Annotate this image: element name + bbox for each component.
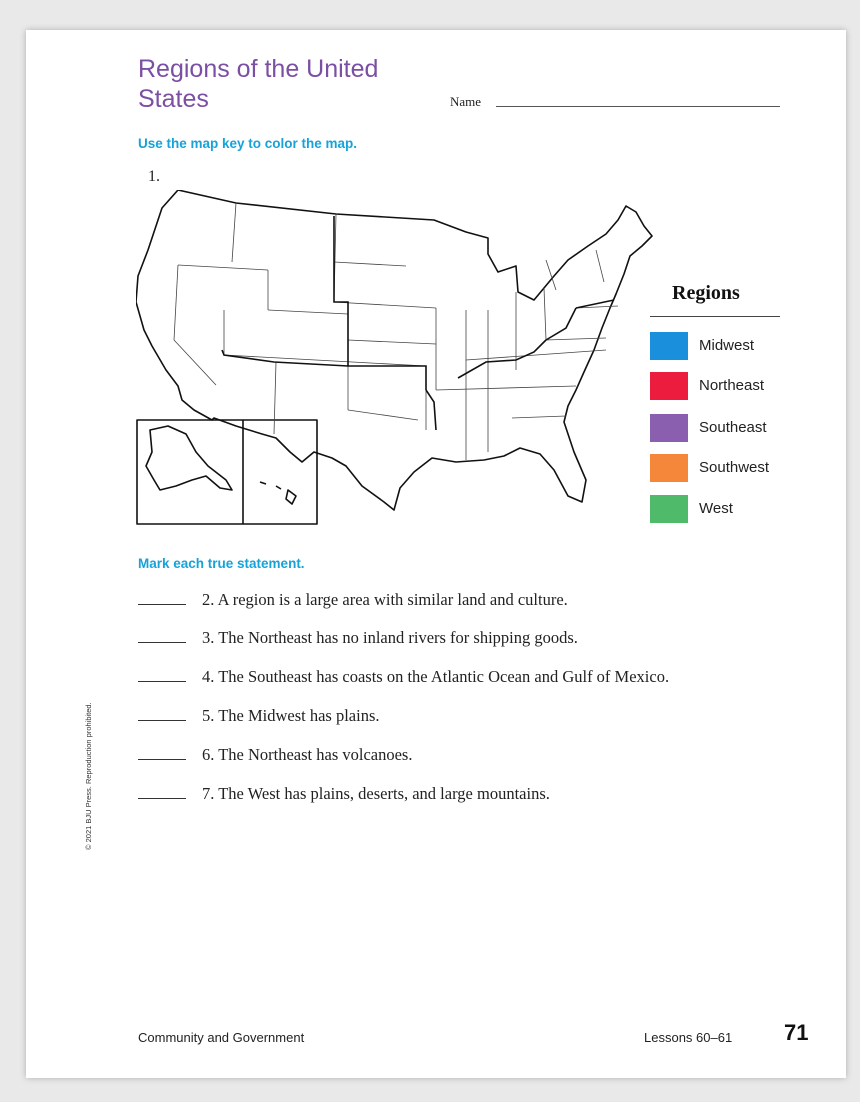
statement-text: 5. The Midwest has plains.	[202, 706, 380, 725]
answer-blank[interactable]	[138, 681, 186, 682]
footer-book-title: Community and Government	[138, 1030, 305, 1045]
statement-text: 7. The West has plains, deserts, and large mountains.	[202, 784, 550, 803]
legend-label: Southwest	[699, 459, 770, 476]
southeast-swatch	[650, 414, 688, 442]
question-1-number: 1.	[148, 168, 160, 185]
answer-blank[interactable]	[138, 798, 186, 799]
name-label: Name	[450, 94, 482, 109]
us-map	[136, 190, 661, 525]
southwest-swatch	[650, 454, 688, 482]
legend-label: Northeast	[699, 377, 765, 394]
answer-blank[interactable]	[138, 642, 186, 643]
page-title: Regions of the United States	[138, 55, 379, 113]
worksheet-page	[26, 30, 846, 1078]
footer-lessons: Lessons 60–61	[644, 1030, 733, 1045]
statement-text: 6. The Northeast has volcanoes.	[202, 745, 413, 764]
midwest-swatch	[650, 332, 688, 360]
legend-divider	[650, 316, 780, 317]
statements-instruction: Mark each true statement.	[138, 556, 305, 571]
statement-text: 3. The Northeast has no inland rivers for shipping goods.	[202, 628, 578, 647]
answer-blank[interactable]	[138, 604, 186, 605]
northeast-swatch	[650, 372, 688, 400]
copyright-notice: © 2021 BJU Press. Reproduction prohibited.	[84, 702, 93, 850]
us-map-outline	[136, 190, 661, 525]
west-swatch	[650, 495, 688, 523]
statement-text: 2. A region is a large area with similar land and culture.	[202, 590, 568, 609]
statement-text: 4. The Southeast has coasts on the Atlantic Ocean and Gulf of Mexico.	[202, 667, 670, 686]
answer-blank[interactable]	[138, 720, 186, 721]
legend-label: West	[699, 500, 733, 517]
legend-label: Southeast	[699, 419, 767, 436]
page-number: 71	[784, 1020, 809, 1045]
legend-label: Midwest	[699, 337, 755, 354]
name-blank-line[interactable]	[496, 106, 780, 107]
legend-title: Regions	[672, 282, 740, 304]
answer-blank[interactable]	[138, 759, 186, 760]
map-instruction: Use the map key to color the map.	[138, 136, 358, 151]
